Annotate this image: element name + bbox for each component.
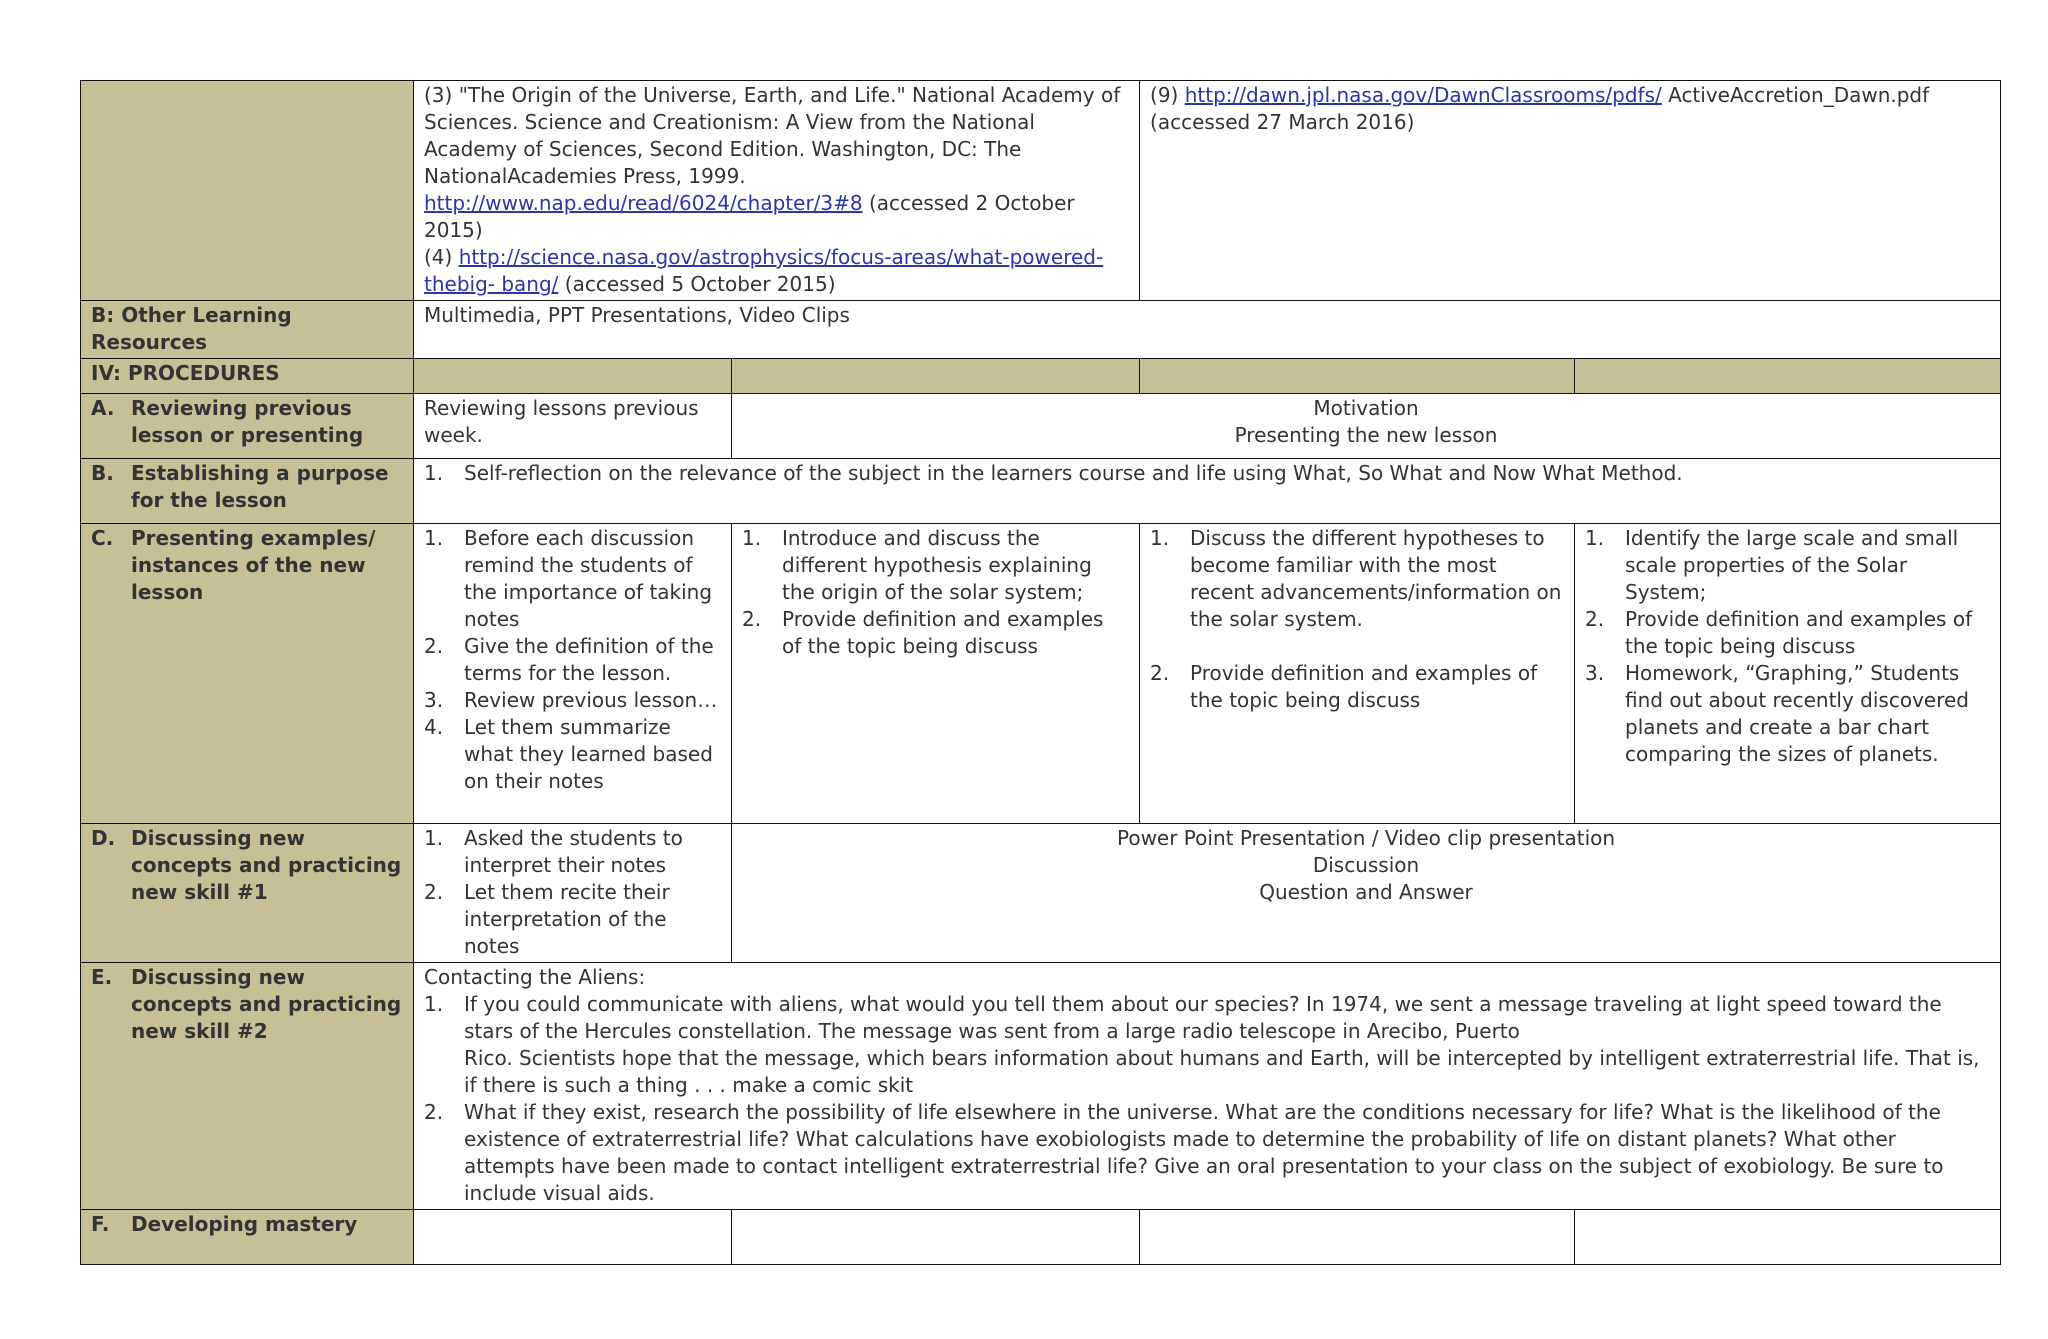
reference-9-link[interactable]: http://dawn.jpl.nasa.gov/DawnClassrooms/pdfs/ xyxy=(1184,83,1662,107)
reference-4-prefix: (4) xyxy=(424,245,459,269)
list-item: 2. Provide definition and examples of the topic being discuss xyxy=(1150,661,1538,712)
row-e-content xyxy=(414,963,2001,1210)
references-col1 xyxy=(414,81,1140,301)
procedures-shade-3 xyxy=(1140,359,1575,394)
list-item: 2. What if they exist, research the possibility of life elsewhere in the universe. What are the conditions necessary for life? What is the likelihood of the existence of extraterrestrial life? What calculations have exobiologists made to determine the probability of life on distant planets? What other attempts have been made to contact intelligent extraterrestrial life? Give an oral presentation to your class on the subject of exobiology. Be sure to include visual aids. xyxy=(424,1100,1944,1205)
row-d-key: D. xyxy=(91,826,116,850)
procedures-label: IV: PROCEDURES xyxy=(81,359,414,394)
row-c-day1 xyxy=(414,524,732,824)
row-d-rest-line1: Power Point Presentation / Video clip presentation xyxy=(1116,826,1616,850)
list-item: 2. Let them recite their interpretation of the notes xyxy=(424,880,670,958)
row-c xyxy=(81,524,2001,824)
other-resources-label: B: Other Learning Resources xyxy=(81,301,414,359)
row-e-title: Discussing new concepts and practicing new skill #2 xyxy=(131,965,402,1043)
list-item: 1. Before each discussion remind the students of the importance of taking notes xyxy=(424,526,713,631)
row-e-heading: Contacting the Aliens: xyxy=(424,965,646,989)
row-e-label xyxy=(81,963,414,1210)
procedures-shade-1 xyxy=(414,359,732,394)
row-f-label xyxy=(81,1210,414,1265)
row-a-title: Reviewing previous lesson or presenting xyxy=(131,396,364,447)
row-c-title: Presenting examples/ instances of the new lesson xyxy=(131,526,376,604)
list-item: 2. Give the definition of the terms for the lesson. xyxy=(424,634,714,685)
procedures-shade-2 xyxy=(732,359,1140,394)
row-f-day3 xyxy=(1140,1210,1575,1265)
row-a-rest-line2: Presenting the new lesson xyxy=(1234,423,1498,447)
procedures-shade-4 xyxy=(1575,359,2001,394)
row-f-day2 xyxy=(732,1210,1140,1265)
row-c-day3 xyxy=(1140,524,1575,824)
row-a-key: A. xyxy=(91,396,115,420)
row-a-day1: Reviewing lessons previous week. xyxy=(414,394,732,459)
row-f-day4 xyxy=(1575,1210,2001,1265)
row-c-day4 xyxy=(1575,524,2001,824)
row-e-key: E. xyxy=(91,965,113,989)
list-item: 1. Asked the students to interpret their notes xyxy=(424,826,683,877)
list-item: 1. Self-reflection on the relevance of the subject in the learners course and life using What, So What and Now What Method. xyxy=(424,461,1683,485)
reference-9-rest: ActiveAccretion_Dawn.pdf (accessed 27 March 2016) xyxy=(1150,83,1930,134)
row-c-day2 xyxy=(732,524,1140,824)
list-item: 1. If you could communicate with aliens, what would you tell them about our species? In 1974, we sent a message traveling at light speed toward the stars of the Hercules constellation. The message was sent from a large radio telescope in Arecibo, Puerto Rico. Scientists hope that the message, which bears information about humans and Earth, will be intercepted by intelligent extraterrestrial life. That is, if there is such a thing . . . make a comic skit xyxy=(424,992,1980,1097)
row-a-label xyxy=(81,394,414,459)
row-a-rest-line1: Motivation xyxy=(1313,396,1419,420)
reference-3-link[interactable]: http://www.nap.edu/read/6024/chapter/3#8 xyxy=(424,191,863,215)
row-a-rest xyxy=(732,394,2001,459)
reference-9-prefix: (9) xyxy=(1150,83,1185,107)
row-c-label xyxy=(81,524,414,824)
reference-4-link[interactable]: http://science.nasa.gov/astrophysics/focus-areas/what-powered-thebig- bang/ xyxy=(424,245,1104,296)
row-d-day1 xyxy=(414,824,732,963)
reference-3-accessed: (accessed 2 October 2015) xyxy=(424,191,1075,242)
row-d-rest-line3: Question and Answer xyxy=(1259,880,1473,904)
row-b xyxy=(81,459,2001,524)
references-label-cell xyxy=(81,81,414,301)
row-b-title: Establishing a purpose for the lesson xyxy=(131,461,389,512)
procedures-row xyxy=(81,359,2001,394)
reference-4-accessed: (accessed 5 October 2015) xyxy=(558,272,836,296)
row-d-title: Discussing new concepts and practicing new skill #1 xyxy=(131,826,402,904)
row-a xyxy=(81,394,2001,459)
list-item: 1. Discuss the different hypotheses to become familiar with the most recent advancements/information on the solar system. xyxy=(1150,526,1562,631)
row-b-key: B. xyxy=(91,461,114,485)
row-f-key: F. xyxy=(91,1212,110,1236)
row-e xyxy=(81,963,2001,1210)
row-b-content xyxy=(414,459,2001,524)
list-item: 1. Introduce and discuss the different hypothesis explaining the origin of the solar system; xyxy=(742,526,1092,604)
row-b-label xyxy=(81,459,414,524)
lesson-log-table xyxy=(80,80,2001,1265)
row-d-rest-line2: Discussion xyxy=(1312,853,1420,877)
list-item: 3. Homework, “Graphing,” Students find out about recently discovered planets and create a bar chart comparing the sizes of planets. xyxy=(1585,661,1969,766)
references-row xyxy=(81,81,2001,301)
row-c-key: C. xyxy=(91,526,114,550)
reference-3-text: (3) "The Origin of the Universe, Earth, and Life." National Academy of Sciences. Science and Creationism: A View from the National Academy of Sciences, Second Edition. Washington, DC: The NationalAcademies Press, 1999. xyxy=(424,83,1121,188)
list-item: 2. Provide definition and examples of the topic being discuss xyxy=(742,607,1104,658)
other-resources-row xyxy=(81,301,2001,359)
list-item: 4. Let them summarize what they learned based on their notes xyxy=(424,715,713,793)
list-item: 2. Provide definition and examples of the topic being discuss xyxy=(1585,607,1973,658)
row-f-title: Developing mastery xyxy=(131,1212,358,1236)
row-d-rest xyxy=(732,824,2001,963)
row-d-label xyxy=(81,824,414,963)
references-col2 xyxy=(1140,81,2001,301)
row-f-day1 xyxy=(414,1210,732,1265)
list-item: 1. Identify the large scale and small scale properties of the Solar System; xyxy=(1585,526,1959,604)
other-resources-value: Multimedia, PPT Presentations, Video Clips xyxy=(414,301,2001,359)
row-d xyxy=(81,824,2001,963)
list-item: 3. Review previous lesson… xyxy=(424,688,718,712)
row-f xyxy=(81,1210,2001,1265)
